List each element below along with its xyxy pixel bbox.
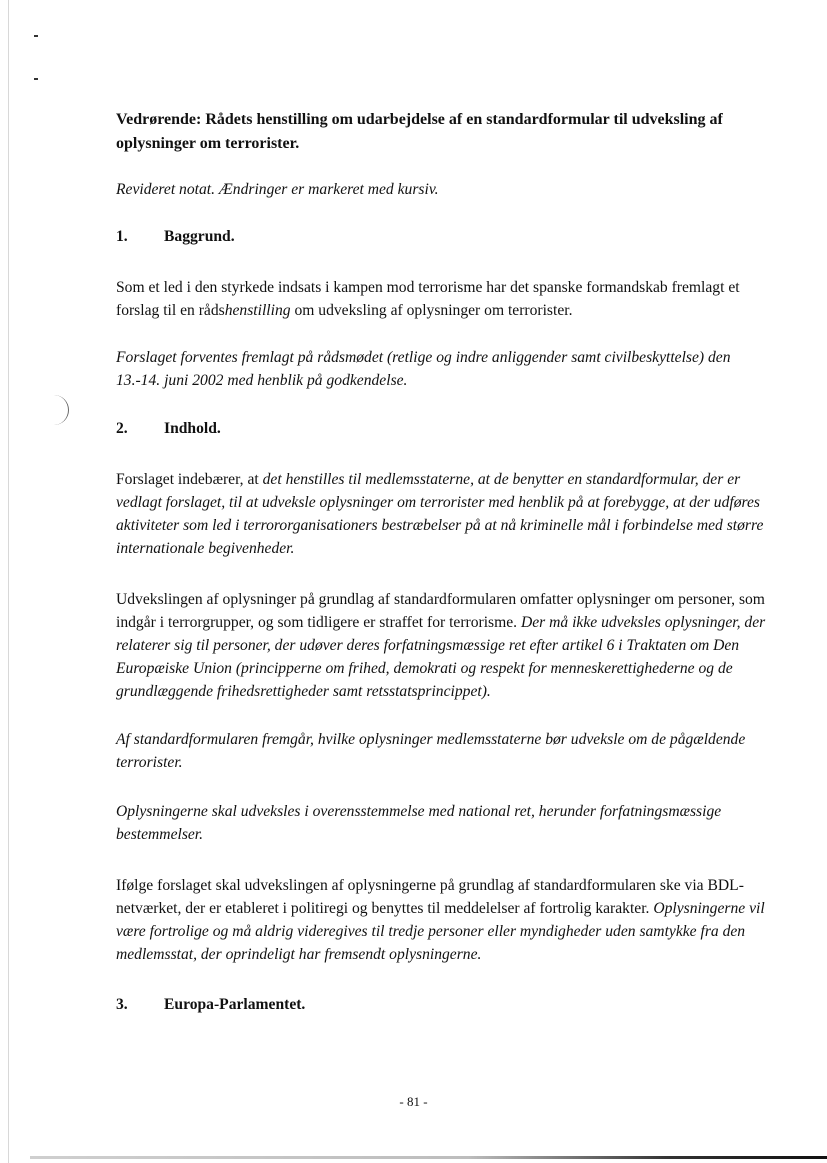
scan-mark bbox=[34, 78, 38, 80]
text-run: Som et led i den styrkede indsats i kampen mod terrorisme har det spanske formandskab fremlagt et forslag til en råds bbox=[116, 279, 740, 319]
paragraph-exchange bbox=[116, 588, 766, 703]
section-title: Baggrund. bbox=[164, 228, 235, 245]
scan-arc-mark bbox=[50, 395, 69, 425]
paragraph-bdl-network bbox=[116, 874, 766, 966]
section-1-heading bbox=[116, 225, 766, 248]
revised-note: Revideret notat. Ændringer er markeret med kursiv. bbox=[116, 181, 439, 198]
text-run-italic: det henstilles til medlemsstaterne, at de benytter en standardformular, der er vedlagt forslaget, til at udveksle oplysninger om terrorister med henblik på at forebygge, at der udføres aktiviteter som led i terrororganisationers bestræbelser på at nå kriminelle mål i forbindelse med større internationale begivenheder. bbox=[116, 471, 764, 557]
text-run: Udvekslingen af oplysninger på grundlag af standardformularen omfatter oplysninger om personer, som indgår i terrorgrupper, og som tidligere er straffet for terrorisme. bbox=[116, 591, 765, 631]
text-run: om udveksling af oplysninger om terrorister. bbox=[290, 302, 573, 319]
section-title: Europa-Parlamentet. bbox=[164, 996, 306, 1013]
section-3-heading bbox=[116, 993, 766, 1016]
section-2-heading bbox=[116, 417, 766, 440]
paragraph-content bbox=[116, 468, 766, 560]
subject-heading: Vedrørende: Rådets henstilling om udarbejdelse af en standardformular til udveksling af oplysninger om terrorister. bbox=[116, 111, 723, 152]
paragraph-national-law: Oplysningerne skal udveksles i overensstemmelse med national ret, herunder forfatningsmæssige bestemmelser. bbox=[116, 803, 722, 843]
paragraph-form-content: Af standardformularen fremgår, hvilke oplysninger medlemsstaterne bør udveksle om de pågældende terrorister. bbox=[116, 731, 746, 771]
text-run-italic: henstilling bbox=[224, 302, 291, 319]
page-number: - 81 - bbox=[399, 1094, 428, 1109]
text-run-italic: Oplysningerne vil være fortrolige og må aldrig videregives til tredje personer eller myndigheder uden samtykke fra den medlemsstat, der oprindeligt har fremsendt oplysningerne. bbox=[116, 900, 765, 963]
section-number: 1. bbox=[116, 228, 128, 245]
scan-bottom-line bbox=[30, 1156, 827, 1159]
text-run: Forslaget indebærer, at bbox=[116, 471, 263, 488]
text-run: Ifølge forslaget skal udvekslingen af oplysningerne på grundlag af standardformularen ske via BDL-netværket, der er etableret i politiregi og benyttes til meddelelser af fortrolig karakter. bbox=[116, 877, 744, 917]
scan-mark bbox=[34, 35, 38, 37]
section-title: Indhold. bbox=[164, 420, 221, 437]
section-number: 3. bbox=[116, 996, 128, 1013]
section-number: 2. bbox=[116, 420, 128, 437]
paragraph-background bbox=[116, 276, 766, 322]
text-run-italic: Der må ikke udveksles oplysninger, der relaterer sig til personer, der udøver deres forfatningsmæssige ret efter artikel 6 i Traktaten om Den Europæiske Union (principperne om frihed, demokrati og respekt for menneskerettighederne og de grundlæggende frihedsrettigheder samt retsstatsprincippet). bbox=[116, 614, 766, 700]
scan-edge-line bbox=[8, 0, 9, 1163]
paragraph-council-meeting: Forslaget forventes fremlagt på rådsmødet (retlige og indre anliggender samt civilbeskyttelse) den 13.-14. juni 2002 med henblik på godkendelse. bbox=[116, 349, 731, 389]
